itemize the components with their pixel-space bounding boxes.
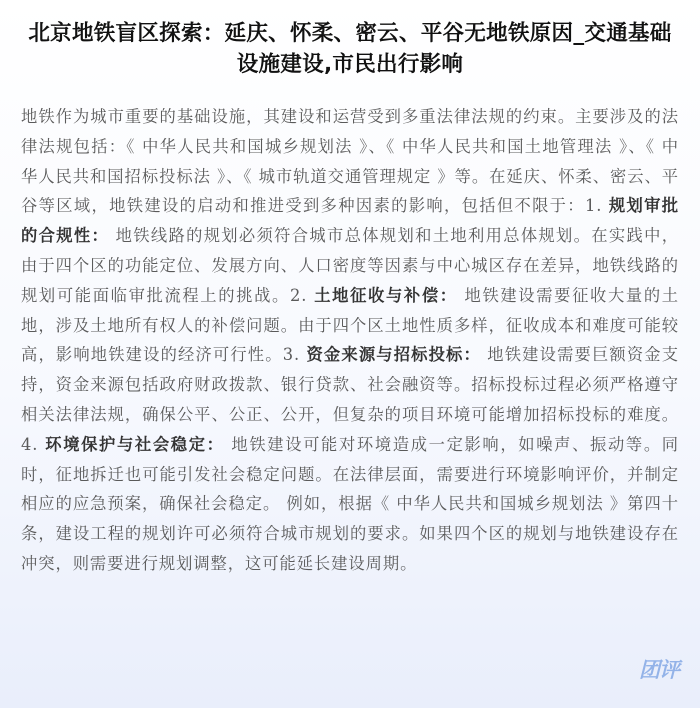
point-1-number: 1. xyxy=(584,196,609,216)
article-intro: 地铁作为城市重要的基础设施，其建设和运营受到多重法律法规的约束。主要涉及的法律法规包括：《 中华人民共和国城乡规划法 》、《 中华人民共和国土地管理法 》、《 中华人民共和国招标投标法 》、《 城市轨道交通管理规定 》等。在延庆、怀柔、密云、平谷等区域，地铁建设的启动和推进受到多种因素的影响，包括但不限于： xyxy=(21,107,679,216)
point-3-number: 3. xyxy=(282,345,307,365)
point-2-heading: 土地征收与补偿： xyxy=(314,285,458,305)
point-4-heading: 环境保护与社会稳定： xyxy=(45,434,225,454)
point-1-heading: 规划审批的合规性： xyxy=(21,196,679,246)
point-3-text: 地铁建设需要巨额资金支持，资金来源包括政府财政拨款、银行贷款、社会融资等。招标投标过程必须严格遵守相关法律法规，确保公平、公正、公开，但复杂的项目环境可能增加招标投标的难度。 xyxy=(21,345,679,424)
point-4-number: 4. xyxy=(21,434,46,454)
point-3-heading: 资金来源与招标投标： xyxy=(306,345,481,365)
watermark-logo: 团评 xyxy=(639,658,679,682)
point-2-text: 地铁建设需要征收大量的土地，涉及土地所有权人的补偿问题。由于四个区土地性质多样，征收成本和难度可能较高，影响地铁建设的经济可行性。 xyxy=(21,285,679,365)
article-title: 北京地铁盲区探索：延庆、怀柔、密云、平谷无地铁原因_交通基础设施建设,市民出行影响 xyxy=(28,21,672,77)
point-4-text: 地铁建设可能对环境造成一定影响，如噪声、振动等。同时，征地拆迁也可能引发社会稳定问题。在法律层面，需要进行环境影响评价，并制定相应的应急预案，确保社会稳定。 xyxy=(21,434,679,514)
point-2-number: 2. xyxy=(289,285,315,305)
point-1-text: 地铁线路的规划必须符合城市总体规划和土地利用总体规划。在实践中，由于四个区的功能定位、发展方向、人口密度等因素与中心城区存在差异，地铁线路的规划可能面临审批流程上的挑战。 xyxy=(21,226,679,305)
article-body xyxy=(0,80,700,579)
article-closing: 例如，根据《 中华人民共和国城乡规划法 》第四十条，建设工程的规划许可必须符合城市规划的要求。如果四个区的规划与地铁建设存在冲突，则需要进行规划调整，这可能延长建设周期。 xyxy=(21,494,679,573)
